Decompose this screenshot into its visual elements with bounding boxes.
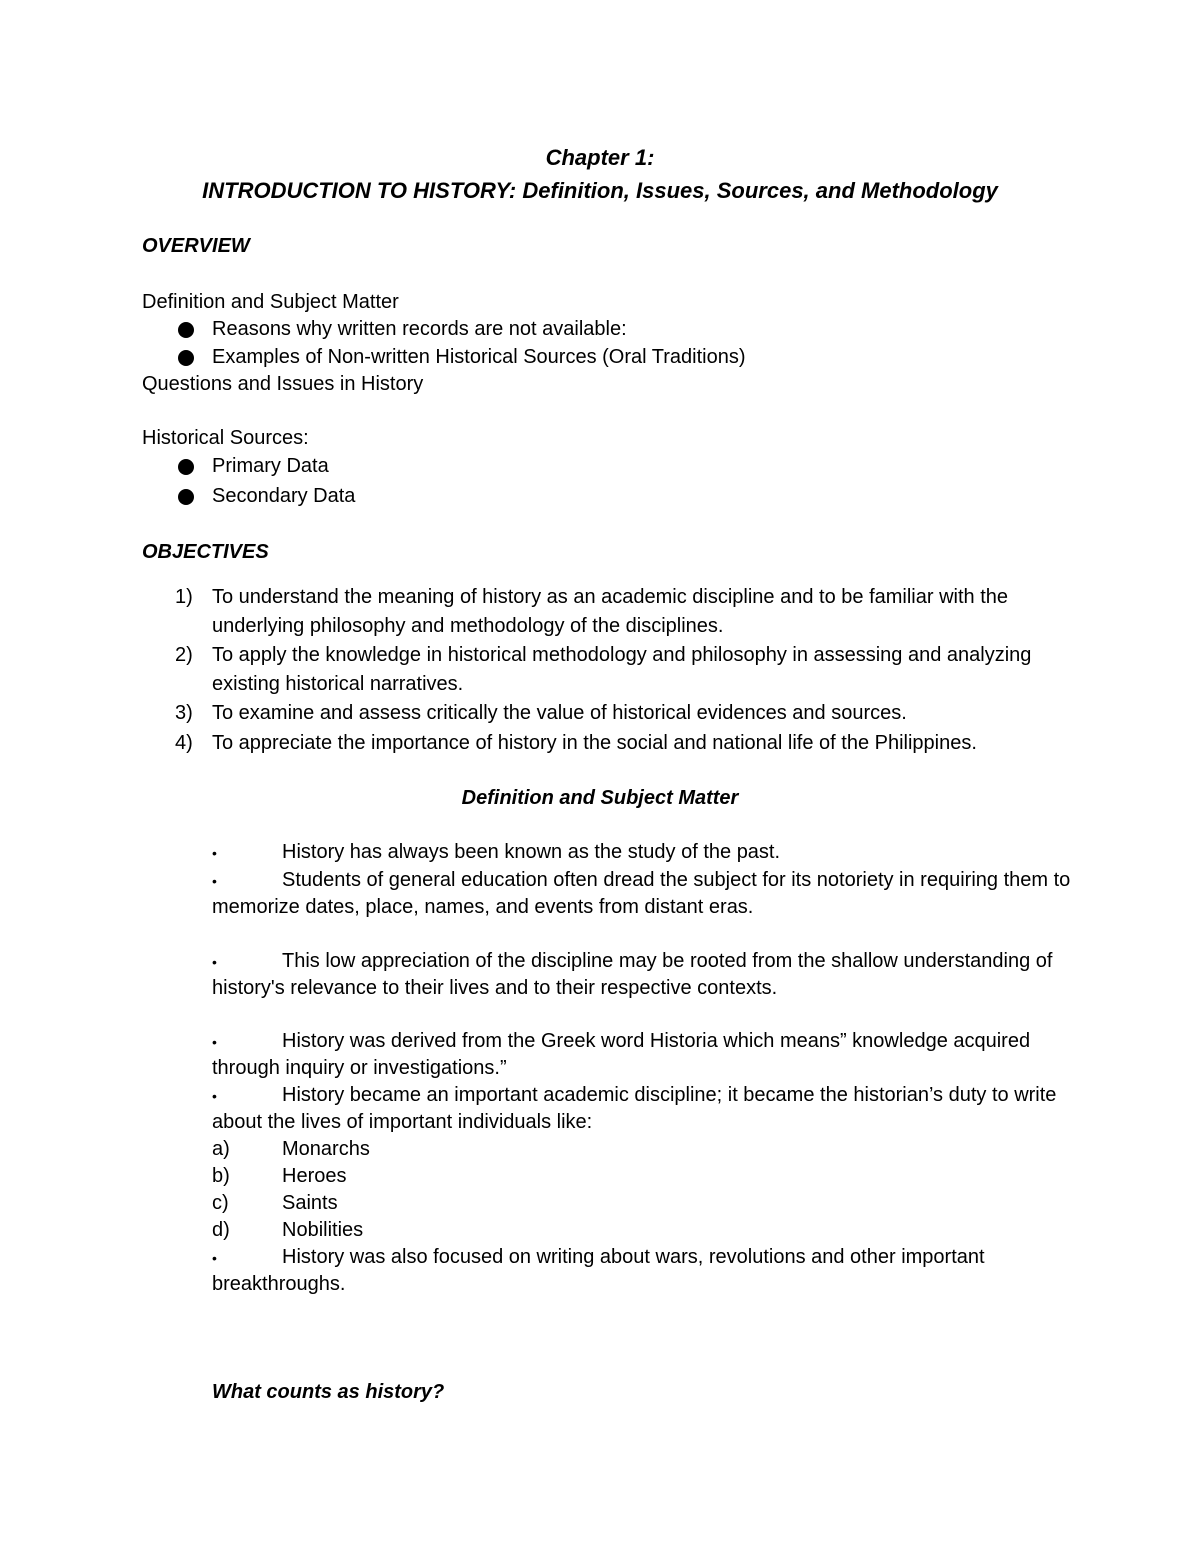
paragraph-line: Students of general education often dread the subject for its notoriety in requiring them to	[282, 869, 1071, 891]
objective-text: existing historical narratives.	[212, 673, 464, 695]
list-item: Nobilities	[282, 1219, 364, 1241]
bullet-icon: •	[212, 954, 217, 970]
objective-text: To examine and assess critically the value of historical evidences and sources.	[212, 702, 907, 724]
overview-bullet: Primary Data	[212, 455, 329, 477]
overview-bullet: Secondary Data	[212, 485, 356, 507]
section-heading: Definition and Subject Matter	[461, 787, 739, 809]
chapter-title: INTRODUCTION TO HISTORY: Definition, Issues, Sources, and Methodology	[202, 178, 998, 203]
list-item: Heroes	[282, 1165, 347, 1187]
overview-item-questions: Questions and Issues in History	[142, 373, 424, 395]
objective-number: 3)	[175, 702, 193, 724]
objectives-heading: OBJECTIVES	[142, 541, 269, 563]
paragraph-line: through inquiry or investigations.”	[212, 1057, 507, 1079]
bullet-icon: •	[212, 845, 217, 861]
objective-text: To understand the meaning of history as an academic discipline and to be familiar with the	[212, 586, 1009, 608]
list-letter: a)	[212, 1138, 230, 1160]
overview-bullet: Reasons why written records are not available:	[212, 318, 627, 340]
paragraph-line: History was also focused on writing about wars, revolutions and other important	[282, 1246, 985, 1268]
paragraph-line: History has always been known as the study of the past.	[282, 841, 781, 863]
paragraph-line: History was derived from the Greek word Historia which means” knowledge acquired	[282, 1030, 1031, 1052]
list-letter: c)	[212, 1192, 229, 1214]
objective-number: 4)	[175, 732, 193, 754]
paragraph-line: This low appreciation of the discipline may be rooted from the shallow understanding of	[282, 950, 1053, 972]
bullet-icon: •	[212, 873, 217, 889]
paragraph-line: History became an important academic discipline; it became the historian’s duty to write	[282, 1084, 1057, 1106]
bullet-icon	[178, 489, 194, 505]
paragraph-line: memorize dates, place, names, and events from distant eras.	[212, 896, 754, 918]
list-letter: b)	[212, 1165, 230, 1187]
objective-text: To appreciate the importance of history in the social and national life of the Philippines.	[212, 732, 977, 754]
chapter-label: Chapter 1:	[545, 145, 655, 170]
paragraph-line: history's relevance to their lives and to their respective contexts.	[212, 977, 778, 999]
bullet-icon: •	[212, 1034, 217, 1050]
paragraph-line: breakthroughs.	[212, 1273, 346, 1295]
objective-number: 2)	[175, 644, 193, 666]
overview-item-sources: Historical Sources:	[142, 427, 309, 449]
objective-text: underlying philosophy and methodology of the disciplines.	[212, 615, 724, 637]
bullet-icon	[178, 459, 194, 475]
list-letter: d)	[212, 1219, 230, 1241]
paragraph-line: about the lives of important individuals like:	[212, 1111, 593, 1133]
bullet-icon: •	[212, 1088, 217, 1104]
section-heading-what-counts: What counts as history?	[212, 1381, 445, 1403]
list-item: Monarchs	[282, 1138, 370, 1160]
overview-item-definition: Definition and Subject Matter	[142, 291, 399, 313]
bullet-icon	[178, 322, 194, 338]
bullet-icon: •	[212, 1250, 217, 1266]
overview-heading: OVERVIEW	[142, 235, 250, 257]
bullet-icon	[178, 350, 194, 366]
objective-number: 1)	[175, 586, 193, 608]
overview-bullet: Examples of Non-written Historical Sources (Oral Traditions)	[212, 346, 746, 368]
list-item: Saints	[282, 1192, 338, 1214]
objective-text: To apply the knowledge in historical methodology and philosophy in assessing and analyzing	[212, 644, 1032, 666]
